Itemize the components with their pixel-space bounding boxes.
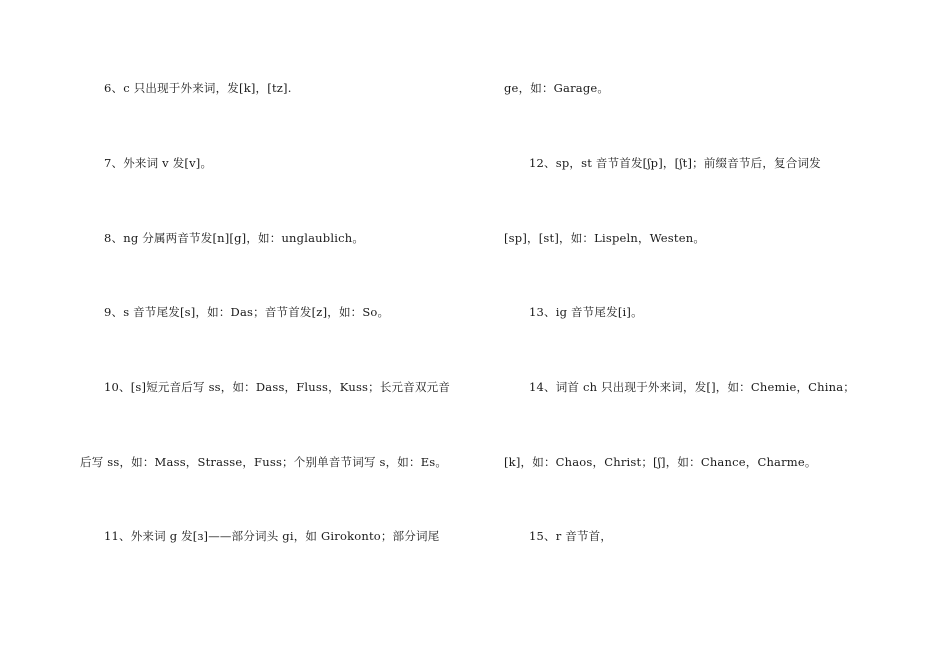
item-9-text: 9、s 音节尾发[s]，如：Das；音节首发[z]，如：So。 — [104, 305, 390, 319]
item-6-text: 6、c 只出现于外来词，发[k]，[tz]. — [104, 81, 292, 95]
item-10-continuation: 后写 ss，如：Mass，Strasse，Fuss；个别单音节词写 s，如：Es。 — [80, 455, 448, 469]
item-14-text: 14、词首 ch 只出现于外来词，发[]，如：Chemie，China； — [529, 380, 856, 394]
item-12-text: 12、sp，st 音节首发[ʃp]，[ʃt]；前缀音节后，复合词发 — [529, 156, 821, 170]
item-8-text: 8、ng 分属两音节发[n][g]，如：unglaublich。 — [104, 231, 365, 245]
item-14-continuation: [k]，如：Chaos，Christ；[ʃ]，如：Chance，Charme。 — [504, 455, 817, 469]
item-11-continuation: ge，如：Garage。 — [504, 81, 610, 95]
item-12-continuation: [sp]，[st]，如：Lispeln，Westen。 — [504, 231, 706, 245]
item-10-text: 10、[s]短元音后写 ss，如：Dass，Fluss，Kuss；长元音双元音 — [104, 380, 451, 394]
item-15-text: 15、r 音节首， — [529, 529, 613, 543]
item-7-text: 7、外来词 v 发[v]。 — [104, 156, 213, 170]
item-13-text: 13、ig 音节尾发[i]。 — [529, 305, 643, 319]
item-11-text: 11、外来词 g 发[ɜ]——部分词头 gi，如 Girokonto；部分词尾 — [104, 529, 440, 543]
